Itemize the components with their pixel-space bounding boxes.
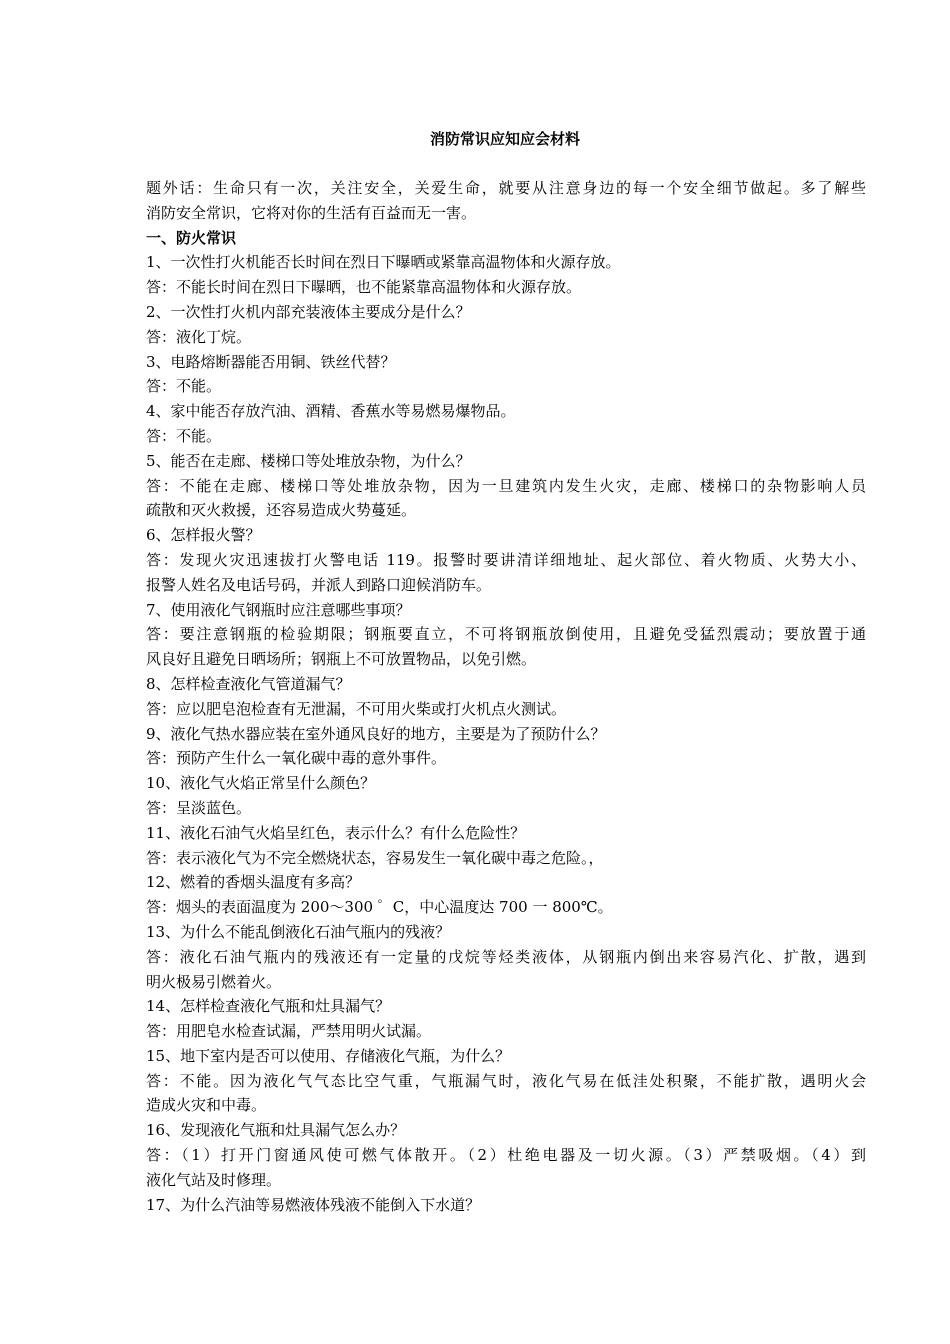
text-line: 16、发现液化气瓶和灶具漏气怎么办？: [146, 1121, 406, 1140]
text-line: 答：呈淡蓝色。: [146, 798, 252, 817]
document-title: 消防常识应知应会材料: [429, 130, 580, 148]
text-line: 答：不能。因为液化气气态比空气重，气瓶漏气时，液化气易在低洼处积聚，不能扩散，遇明火会: [146, 1071, 866, 1090]
text-line: 题外话：生命只有一次，关注安全，关爱生命，就要从注意身边的每一个安全细节做起。多了解些: [146, 179, 866, 197]
text-line: 造成火灾和中毒。: [146, 1096, 267, 1115]
text-line: 答：用肥皂水检查试漏，严禁用明火试漏。: [146, 1022, 432, 1041]
text-line: 答：液化丁烷。: [146, 327, 252, 346]
text-line: 17、为什么汽油等易燃液体残液不能倒入下水道？: [146, 1195, 481, 1214]
text-line: 风良好且避免日晒场所；钢瓶上不可放置物品，以免引燃。: [146, 650, 537, 669]
text-line: 消防安全常识，它将对你的生活有百益而无一害。: [146, 203, 477, 222]
text-line: 答：不能在走廊、楼梯口等处堆放杂物，因为一旦建筑内发生火灾，走廊、楼梯口的杂物影响人员: [146, 476, 866, 495]
section-heading: 一、防火常识: [146, 228, 237, 247]
text-line: 答：烟头的表面温度为 200～300 ゜C，中心温度达 700 一 800℃。: [146, 898, 613, 917]
text-line: 报警人姓名及电话号码，并派人到路口迎候消防车。: [146, 575, 492, 594]
text-line: 答：不能长时间在烈日下曝晒，也不能紧靠高温物体和火源存放。: [146, 278, 582, 297]
text-line: 1、一次性打火机能否长时间在烈日下曝晒或紧靠高温物体和火源存放。: [146, 253, 621, 272]
text-line: 5、能否在走廊、楼梯口等处堆放杂物，为什么？: [146, 451, 471, 470]
text-line: 液化气站及时修理。: [146, 1170, 282, 1189]
text-line: 9、液化气热水器应装在室外通风良好的地方，主要是为了预防什么？: [146, 724, 606, 743]
text-line: 3、电路熔断器能否用铜、铁丝代替？: [146, 352, 396, 371]
text-line: 答：表示液化气为不完全燃烧状态，容易发生一氧化碳中毒之危险。，: [146, 848, 604, 867]
text-line: 明火极易引燃着火。: [146, 972, 282, 991]
text-line: 10、液化气火焰正常呈什么颜色？: [146, 774, 376, 793]
text-line: 答：预防产生什么一氧化碳中毒的意外事件。: [146, 749, 447, 768]
text-line: 答：（1）打开门窗通风使可燃气体散开。（2）杜绝电器及一切火源。（3）严禁吸烟。（4）到: [146, 1146, 866, 1165]
text-line: 答：要注意钢瓶的检验期限；钢瓶要直立，不可将钢瓶放倒使用，且避免受猛烈震动；要放置于通: [146, 625, 866, 644]
text-line: 疏散和灭火救援，还容易造成火势蔓延。: [146, 501, 417, 520]
text-line: 2、一次性打火机内部充装液体主要成分是什么？: [146, 302, 471, 321]
text-line: 8、怎样检查液化气管道漏气？: [146, 674, 351, 693]
text-line: 11、液化石油气火焰呈红色，表示什么？有什么危险性？: [146, 823, 526, 842]
text-line: 6、怎样报火警？: [146, 526, 261, 545]
text-line: 15、地下室内是否可以使用、存储液化气瓶，为什么？: [146, 1046, 511, 1065]
text-line: 12、燃着的香烟头温度有多高？: [146, 873, 361, 892]
text-line: 13、为什么不能乱倒液化石油气瓶内的残液？: [146, 922, 451, 941]
text-line: 4、家中能否存放汽油、酒精、香蕉水等易燃易爆物品。: [146, 402, 516, 421]
text-line: 答：不能。: [146, 426, 222, 445]
text-line: 答：应以肥皂泡检查有无泄漏，不可用火柴或打火机点火测试。: [146, 699, 567, 718]
text-line: 14、怎样检查液化气瓶和灶具漏气？: [146, 997, 391, 1016]
text-line: 答：液化石油气瓶内的残液还有一定量的戊烷等烃类液体，从钢瓶内倒出来容易汽化、扩散，遇到: [146, 947, 866, 966]
text-line: 答：发现火灾迅速拔打火警电话 119。报警时要讲清详细地址、起火部位、着火物质、火势大小、: [146, 550, 866, 569]
document-body: [146, 176, 866, 1217]
text-line: 7、使用液化气钢瓶时应注意哪些事项？: [146, 600, 411, 619]
text-line: 答：不能。: [146, 377, 222, 396]
